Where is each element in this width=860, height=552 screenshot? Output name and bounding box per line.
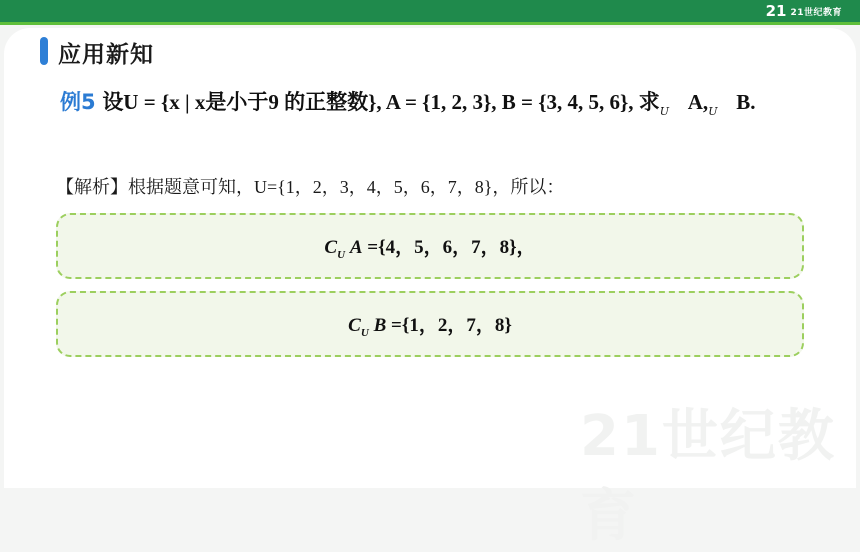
complement-symbol-b: U bbox=[708, 105, 718, 118]
complement-c: C bbox=[348, 314, 361, 336]
example-label: 例5 bbox=[60, 90, 96, 114]
problem-text: 设U = {x | x是小于9 的正整数}, A = {1, 2, 3}, B = {3, 4, 5, 6}, 求 bbox=[102, 90, 660, 114]
watermark-logo: 21世纪教育 bbox=[580, 404, 836, 549]
analysis-text: 【解析】根据题意可知，U={1，2，3，4，5，6，7，8}，所以： bbox=[56, 177, 565, 197]
set-name: A bbox=[349, 236, 363, 258]
complement-symbol-a: U bbox=[659, 105, 670, 118]
logo-text: 21世纪教育 bbox=[790, 7, 842, 18]
universe-subscript: U bbox=[360, 326, 369, 339]
section-marker bbox=[40, 37, 48, 65]
top-bar bbox=[0, 0, 860, 22]
section-title: 应用新知 bbox=[58, 42, 154, 68]
top-bar-accent bbox=[0, 22, 860, 25]
answer-expression-a bbox=[324, 232, 535, 261]
problem-comp-b: B. bbox=[736, 90, 756, 114]
answer-expression-b bbox=[348, 310, 512, 339]
complement-c: C bbox=[324, 236, 338, 258]
universe-subscript: U bbox=[337, 248, 346, 261]
brand-logo bbox=[766, 1, 842, 21]
answer-box-b bbox=[56, 291, 804, 357]
logo-mark: 21 bbox=[765, 1, 787, 20]
set-name: B bbox=[373, 314, 387, 336]
problem-statement bbox=[60, 86, 755, 116]
problem-comp-a: A, bbox=[687, 90, 709, 114]
set-result: ={4，5，6，7，8}， bbox=[362, 236, 536, 258]
set-result: ={1，2，7，8} bbox=[386, 314, 512, 336]
answer-box-a bbox=[56, 213, 804, 279]
